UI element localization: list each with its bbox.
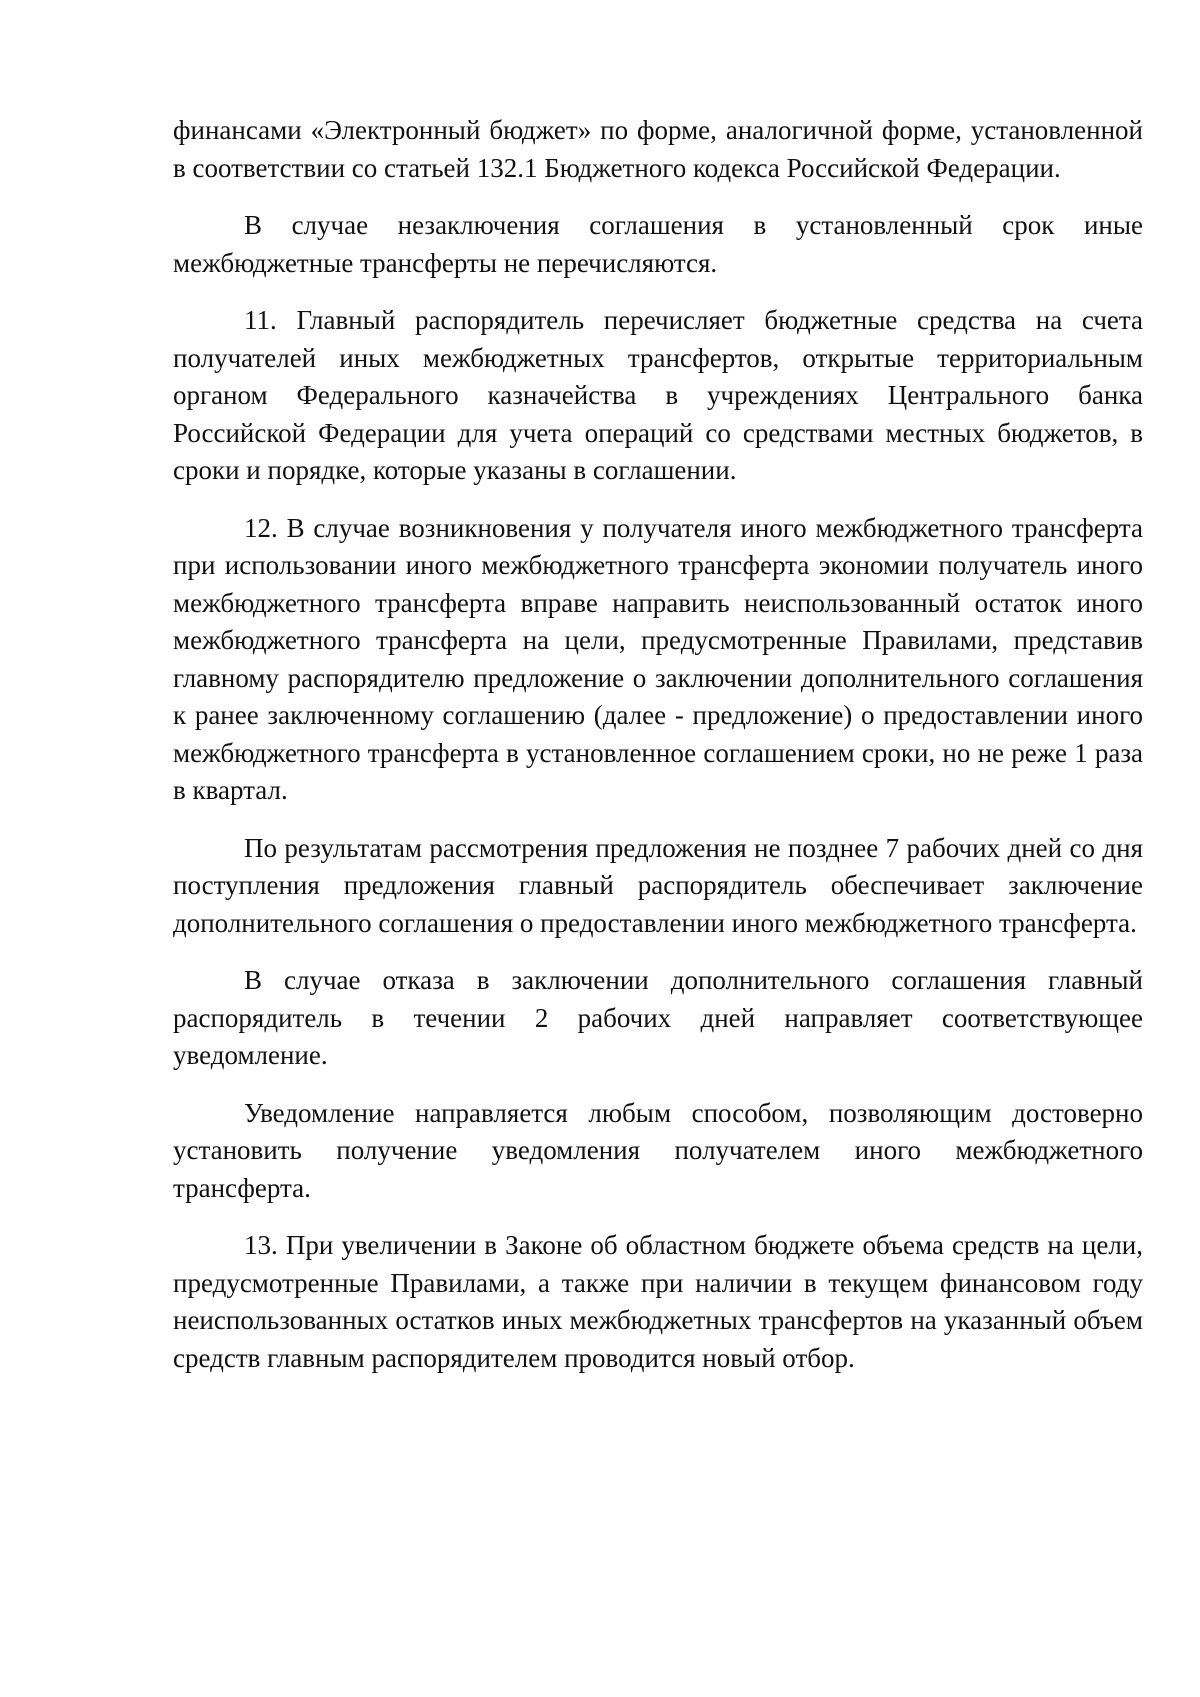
document-body: [173, 112, 1143, 1397]
paragraph-item-13: 13. При увеличении в Законе об областном бюджете объема средств на цели, предусмотренные Правилами, а также при наличии в текущем финансовом году неиспользованных остатков иных межбюджетных трансфертов на указанный объем средств главным распорядителем проводится новый отбор.: [173, 1230, 1143, 1373]
paragraph-item-11: 11. Главный распорядитель перечисляет бюджетные средства на счета получателей иных межбюджетных трансфертов, открытые территориальным органом Федерального казначейства в учреждениях Центрального банка Российской Федерации для учета операций со средствами местных бюджетов, в сроки и порядке, которые указаны в соглашении.: [173, 305, 1143, 485]
paragraph-continuation: финансами «Электронный бюджет» по форме, аналогичной форме, установленной в соответствии со статьей 132.1 Бюджетного кодекса Российской Федерации.: [173, 115, 1143, 183]
paragraph-item-12: 12. В случае возникновения у получателя иного межбюджетного трансферта при использовании иного межбюджетного трансферта экономии получатель иного межбюджетного трансферта вправе направить неиспользованный остаток иного межбюджетного трансферта на цели, предусмотренные Правилами, представив главному распорядителю предложение о заключении дополнительного соглашения к ранее заключенному соглашению (далее - предложение) о предоставлении иного межбюджетного трансферта в установленное соглашением сроки, но не реже 1 раза в квартал.: [173, 512, 1143, 805]
paragraph-refusal: В случае отказа в заключении дополнительного соглашения главный распорядитель в течении 2 рабочих дней направляет соответствующее уведомление.: [173, 965, 1143, 1070]
paragraph-no-agreement: В случае незаключения соглашения в установленный срок иные межбюджетные трансферты не перечисляются.: [173, 210, 1143, 278]
paragraph-notification: Уведомление направляется любым способом, позволяющим достоверно установить получение уведомления получателем иного межбюджетного трансферта.: [173, 1097, 1143, 1203]
paragraph-review-results: По результатам рассмотрения предложения не позднее 7 рабочих дней со дня поступления предложения главный распорядитель обеспечивает заключение дополнительного соглашения о предоставлении иного межбюджетного трансферта.: [173, 832, 1143, 938]
